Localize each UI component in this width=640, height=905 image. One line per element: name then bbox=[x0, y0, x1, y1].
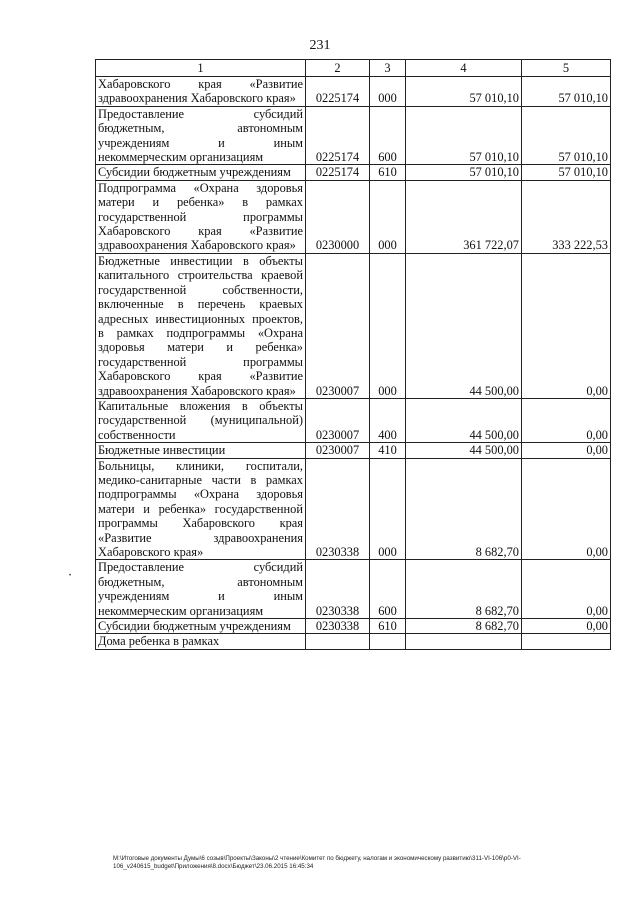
row-value-2: 0,00 bbox=[522, 398, 611, 442]
table-row bbox=[96, 165, 611, 180]
row-value-2: 0,00 bbox=[522, 443, 611, 458]
row-name: Капитальные вложения в объекты государственной (муниципальной) собственности bbox=[96, 398, 306, 442]
row-type bbox=[370, 634, 406, 649]
row-code: 0230338 bbox=[306, 458, 370, 560]
row-value-1: 57 010,10 bbox=[406, 77, 522, 107]
row-code bbox=[306, 634, 370, 649]
row-type: 000 bbox=[370, 458, 406, 560]
row-name: Больницы, клиники, госпитали, медико-санитарные части в рамках подпрограммы «Охрана здоровья матери и ребенка» государственной программы Хабаровского края «Развитие здравоохранения Хабаровского края» bbox=[96, 458, 306, 560]
header-col-2: 2 bbox=[306, 60, 370, 77]
row-value-2: 57 010,10 bbox=[522, 106, 611, 165]
row-name: Субсидии бюджетным учреждениям bbox=[96, 165, 306, 180]
row-code: 0230338 bbox=[306, 619, 370, 634]
row-type: 000 bbox=[370, 253, 406, 398]
header-col-4: 4 bbox=[406, 60, 522, 77]
header-col-3: 3 bbox=[370, 60, 406, 77]
row-code: 0225174 bbox=[306, 106, 370, 165]
row-code: 0230007 bbox=[306, 398, 370, 442]
row-value-1: 57 010,10 bbox=[406, 165, 522, 180]
table-row bbox=[96, 77, 611, 107]
row-type: 610 bbox=[370, 619, 406, 634]
row-type: 400 bbox=[370, 398, 406, 442]
document-path-footer: M:\Итоговые документы Думы\6 созыв\Проекты\Законы\2 чтение\Комитет по бюджету, налогам и экономическому развитию\311-VI-106\р0-VI-106_v240615_budget\Приложения\8.docx\Бюджет\23.06.2015 16:45:34 bbox=[113, 855, 521, 870]
row-value-1 bbox=[406, 634, 522, 649]
row-type: 600 bbox=[370, 106, 406, 165]
table-row bbox=[96, 398, 611, 442]
row-value-1: 8 682,70 bbox=[406, 619, 522, 634]
row-value-1: 361 722,07 bbox=[406, 180, 522, 253]
table-row bbox=[96, 106, 611, 165]
page-number: 231 bbox=[309, 38, 331, 53]
row-name: Дома ребенка в рамках bbox=[96, 634, 306, 649]
header-col-5: 5 bbox=[522, 60, 611, 77]
row-code: 0225174 bbox=[306, 77, 370, 107]
table-row bbox=[96, 253, 611, 398]
row-code: 0230000 bbox=[306, 180, 370, 253]
row-value-2: 57 010,10 bbox=[522, 77, 611, 107]
row-type: 600 bbox=[370, 560, 406, 619]
row-name: Предоставление субсидий бюджетным, автономным учреждениям и иным некоммерческим организациям bbox=[96, 106, 306, 165]
row-name: Хабаровского края «Развитие здравоохранения Хабаровского края» bbox=[96, 77, 306, 107]
header-col-1: 1 bbox=[96, 60, 306, 77]
row-name: Предоставление субсидий бюджетным, автономным учреждениям и иным некоммерческим организациям bbox=[96, 560, 306, 619]
row-type: 000 bbox=[370, 77, 406, 107]
row-code: 0230007 bbox=[306, 443, 370, 458]
row-code: 0230007 bbox=[306, 253, 370, 398]
row-name: Бюджетные инвестиции в объекты капитального строительства краевой государственной собственности, включенные в перечень краевых адресных инвестиционных проектов, в рамках подпрограммы «Охрана здоровья матери и ребенка» государственной программы Хабаровского края «Развитие здравоохранения Хабаровского края» bbox=[96, 253, 306, 398]
row-value-2: 0,00 bbox=[522, 458, 611, 560]
row-type: 410 bbox=[370, 443, 406, 458]
row-name: Подпрограмма «Охрана здоровья матери и ребенка» в рамках государственной программы Хабаровского края «Развитие здравоохранения Хабаровского края» bbox=[96, 180, 306, 253]
row-value-1: 8 682,70 bbox=[406, 560, 522, 619]
table-row bbox=[96, 180, 611, 253]
row-code: 0225174 bbox=[306, 165, 370, 180]
budget-table bbox=[95, 59, 611, 650]
row-value-1: 44 500,00 bbox=[406, 398, 522, 442]
row-value-2 bbox=[522, 634, 611, 649]
row-code: 0230338 bbox=[306, 560, 370, 619]
row-type: 610 bbox=[370, 165, 406, 180]
row-value-1: 8 682,70 bbox=[406, 458, 522, 560]
row-name: Субсидии бюджетным учреждениям bbox=[96, 619, 306, 634]
row-value-2: 0,00 bbox=[522, 253, 611, 398]
row-value-1: 44 500,00 bbox=[406, 443, 522, 458]
table-row bbox=[96, 443, 611, 458]
margin-dot: • bbox=[69, 573, 72, 579]
row-value-2: 0,00 bbox=[522, 560, 611, 619]
table-row bbox=[96, 634, 611, 649]
row-value-1: 44 500,00 bbox=[406, 253, 522, 398]
row-type: 000 bbox=[370, 180, 406, 253]
row-value-2: 57 010,10 bbox=[522, 165, 611, 180]
table-row bbox=[96, 560, 611, 619]
row-value-2: 0,00 bbox=[522, 619, 611, 634]
table-row bbox=[96, 458, 611, 560]
table-header-row bbox=[96, 60, 611, 77]
row-value-2: 333 222,53 bbox=[522, 180, 611, 253]
row-value-1: 57 010,10 bbox=[406, 106, 522, 165]
table-row bbox=[96, 619, 611, 634]
row-name: Бюджетные инвестиции bbox=[96, 443, 306, 458]
